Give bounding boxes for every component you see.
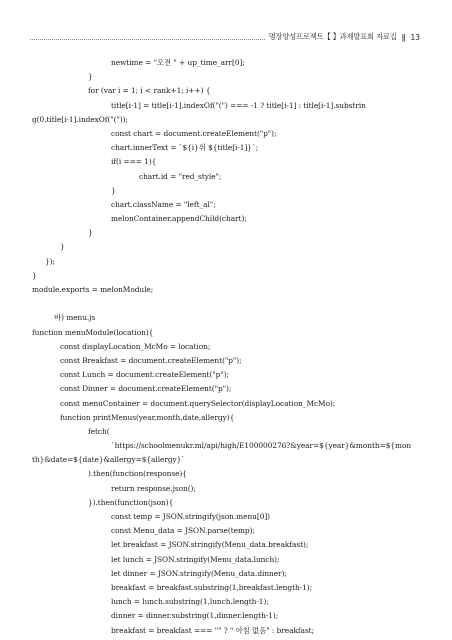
code-line: if(i === 1){	[111, 157, 157, 167]
code-line: module.exports = melonModule;	[32, 285, 154, 294]
code-line: melonContainer.appendChild(chart);	[111, 214, 247, 224]
code-line: for (var i = 1; i < rank+1; i++) {	[88, 86, 211, 96]
code-line: return response.json();	[111, 483, 196, 493]
code-line: }	[32, 270, 37, 280]
code-line: }	[111, 185, 116, 195]
code-line: dinner = dinner.substring(1,dinner.length-1);	[111, 611, 279, 621]
code-line: breakfast = breakfast === "" ? " 아침 없음" : breakfast;	[111, 625, 315, 635]
code-line: newtime = "오전 " + up_time_arr[0];	[111, 58, 245, 67]
code-line: const Lunch = document.createElement("p");	[60, 370, 229, 380]
code-line: let breakfast = JSON.stringify(Menu_data.breakfast);	[111, 540, 309, 550]
page-number: 13	[410, 32, 420, 42]
code-listing	[32, 56, 428, 638]
code-line: 바) menu.js	[54, 313, 96, 323]
code-line: chart.innerText = `${i}위 ${title[i-1]}`;	[111, 143, 259, 153]
code-line	[32, 297, 428, 311]
code-line: function printMenus(year,month,date,allergy){	[60, 412, 235, 422]
code-line: const menuContainer = document.querySelector(displayLocation_McMo);	[60, 398, 336, 408]
code-line: function menuModule(location){	[32, 327, 154, 337]
code-line: const temp = JSON.stringify(json.menu[0])	[111, 512, 271, 521]
code-line: chart.className = "left_al";	[111, 199, 216, 209]
header-title: 명장양성프로젝트【 】과제발표회 자료집	[268, 32, 397, 41]
code-line: }).then(function(json){	[88, 497, 174, 507]
code-line: title[i-1] = title[i-1].indexOf("(") === -1 ? title[i-1] : title[i-1].substrin	[111, 100, 366, 110]
code-line: }	[88, 228, 93, 238]
code-line: g(0,title[i-1].indexOf("("));	[32, 114, 128, 124]
code-line: th}&date=${date}&allergy=${allergy}`	[32, 455, 185, 465]
page-header	[30, 30, 420, 44]
code-line: }	[88, 72, 93, 82]
code-line: let dinner = JSON.stringify(Menu_data.dinner);	[111, 568, 287, 578]
code-line: const displayLocation_McMo = location;	[60, 341, 211, 351]
code-line: lunch = lunch.substring(1,lunch.length-1);	[111, 597, 269, 607]
code-line: fetch(	[88, 426, 110, 436]
code-line: }	[60, 242, 65, 252]
code-line: const Menu_data = JSON.parse(temp);	[111, 526, 255, 536]
code-line: const Breakfast = document.createElement("p");	[60, 355, 242, 365]
code-line: let lunch = JSON.stringify(Menu_data.lunch);	[111, 554, 280, 564]
code-line: const Dinner = document.createElement("p");	[60, 384, 232, 394]
code-line: breakfast = breakfast.substring(1,breakfast.length-1);	[111, 582, 313, 592]
header-dotted-rule	[30, 39, 265, 40]
header-separator: ǁ	[401, 32, 406, 42]
code-line: const chart = document.createElement("p");	[111, 128, 277, 138]
code-line: ).then(function(response){	[88, 469, 187, 479]
code-line: `https://schoolmenukr.ml/api/high/E100000276?&year=${year}&month=${mon	[111, 441, 412, 451]
code-line: chart.id = "red_style";	[139, 171, 222, 181]
code-line: });	[45, 256, 55, 266]
